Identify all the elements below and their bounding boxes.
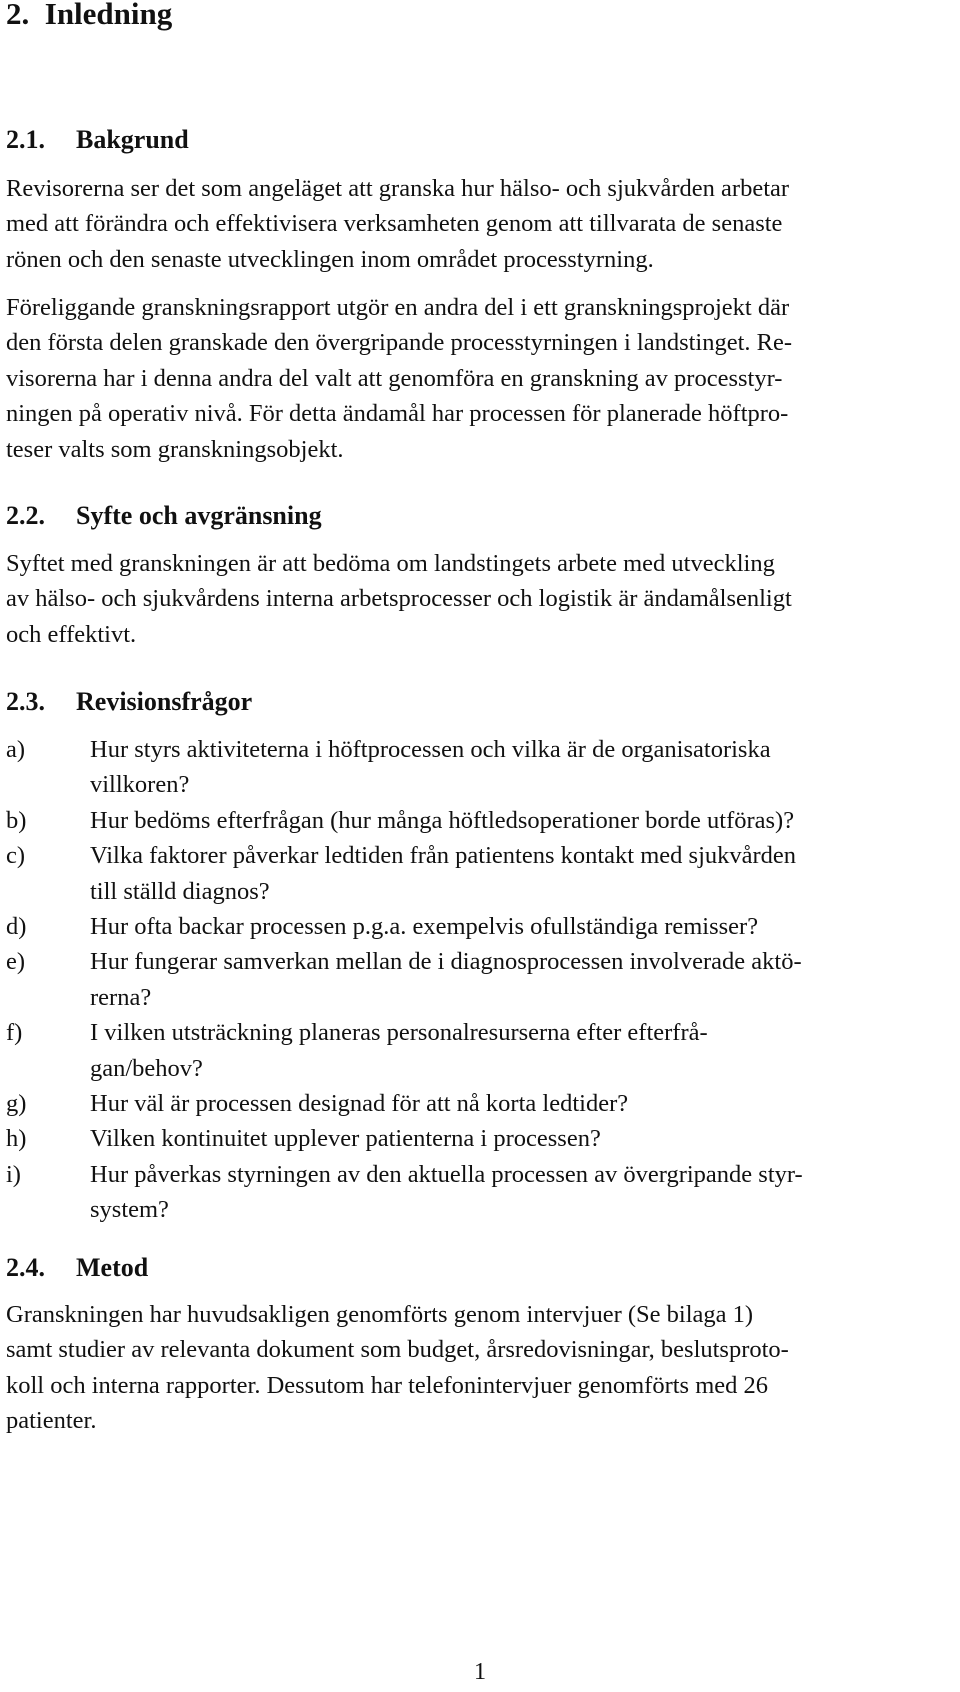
section-heading-bakgrund bbox=[6, 124, 189, 156]
list-item-label: f) bbox=[6, 1019, 23, 1047]
text-line: och effektivt. bbox=[6, 620, 137, 648]
list-item-text: Hur påverkas styrningen av den aktuella processen av övergripande styr- bbox=[90, 1160, 803, 1188]
section-number: 2.4. bbox=[6, 1253, 45, 1282]
list-item bbox=[6, 1121, 956, 1156]
list-item-label: h) bbox=[6, 1125, 27, 1153]
list-item-text: Hur ofta backar processen p.g.a. exempelvis ofullständiga remisser? bbox=[90, 913, 759, 941]
chapter-heading bbox=[6, 0, 172, 34]
text-line: samt studier av relevanta dokument som budget, årsredovisningar, beslutsproto- bbox=[6, 1336, 789, 1364]
list-item-text: till ställd diagnos? bbox=[90, 877, 270, 905]
list-item bbox=[6, 909, 956, 944]
list-item-text: I vilken utsträckning planeras personalresurserna efter efterfrå- bbox=[90, 1019, 708, 1047]
section-number: 2.2. bbox=[6, 501, 45, 530]
section-number: 2.1. bbox=[6, 125, 45, 154]
text-line: med att förändra och effektivisera verksamheten genom att tillvarata de senaste bbox=[6, 210, 783, 238]
list-item bbox=[6, 1086, 956, 1121]
text-line: Revisorerna ser det som angeläget att granska hur hälso- och sjukvården arbetar bbox=[6, 175, 790, 202]
text-line: rönen och den senaste utvecklingen inom området processtyrning. bbox=[6, 245, 654, 273]
text-line: av hälso- och sjukvårdens interna arbetsprocesser och logistik är ändamålsenligt bbox=[6, 585, 792, 613]
section-heading-syfte bbox=[6, 500, 322, 532]
section-title: Bakgrund bbox=[76, 125, 189, 154]
section-title: Revisionsfrågor bbox=[76, 687, 253, 716]
list-item-text: Hur bedöms efterfrågan (hur många höftledsoperationer borde utföras)? bbox=[90, 806, 795, 834]
text-line: teser valts som granskningsobjekt. bbox=[6, 435, 344, 463]
list-item-text: Hur fungerar samverkan mellan de i diagnosprocessen involverade aktö- bbox=[90, 948, 802, 976]
paragraph-bakgrund-2 bbox=[6, 290, 956, 467]
paragraph-bakgrund-1 bbox=[6, 171, 956, 277]
section-heading-revisionsfragor bbox=[6, 686, 252, 718]
list-item bbox=[6, 944, 956, 1015]
list-item-text: Vilka faktorer påverkar ledtiden från patientens kontakt med sjukvården bbox=[90, 842, 797, 870]
list-item-label: e) bbox=[6, 948, 26, 976]
list-item-label: d) bbox=[6, 913, 27, 941]
text-line: Granskningen har huvudsakligen genomförts genom intervjuer (Se bilaga 1) bbox=[6, 1301, 754, 1328]
chapter-title: Inledning bbox=[44, 0, 173, 31]
text-line: Föreliggande granskningsrapport utgör en andra del i ett granskningsprojekt där bbox=[6, 294, 790, 321]
paragraph-metod bbox=[6, 1297, 956, 1439]
text-line: koll och interna rapporter. Dessutom har telefonintervjuer genomförts med 26 bbox=[6, 1371, 769, 1399]
paragraph-syfte bbox=[6, 546, 956, 652]
list-item bbox=[6, 1015, 956, 1086]
text-line: ningen på operativ nivå. För detta ändamål har processen för planerade höftpro- bbox=[6, 400, 789, 428]
list-item-label: b) bbox=[6, 806, 27, 834]
list-item-label: i) bbox=[6, 1160, 21, 1188]
chapter-number: 2. bbox=[6, 0, 30, 31]
list-item-text: Hur styrs aktiviteterna i höftprocessen och vilka är de organisatoriska bbox=[90, 736, 771, 763]
list-item-text: rerna? bbox=[90, 983, 152, 1011]
list-item-label: g) bbox=[6, 1090, 27, 1118]
list-item-text: villkoren? bbox=[90, 771, 190, 799]
list-item-label: a) bbox=[6, 736, 26, 763]
text-line: den första delen granskade den övergripande processtyrningen i landstinget. Re- bbox=[6, 329, 793, 357]
section-title: Syfte och avgränsning bbox=[76, 501, 322, 530]
list-item-text: Vilken kontinuitet upplever patienterna i processen? bbox=[90, 1125, 601, 1153]
text-line: Syftet med granskningen är att bedöma om landstingets arbete med utveckling bbox=[6, 550, 775, 577]
page-number: 1 bbox=[473, 1658, 487, 1685]
section-number: 2.3. bbox=[6, 687, 45, 716]
list-item-text: gan/behov? bbox=[90, 1054, 203, 1082]
text-line: visorerna har i denna andra del valt att genomföra en granskning av processtyr- bbox=[6, 364, 783, 392]
text-line: patienter. bbox=[6, 1407, 97, 1435]
list-item-text: Hur väl är processen designad för att nå korta ledtider? bbox=[90, 1090, 629, 1118]
list-item bbox=[6, 838, 956, 909]
section-heading-metod bbox=[6, 1252, 148, 1284]
list-item bbox=[6, 803, 956, 838]
list-item-label: c) bbox=[6, 842, 26, 870]
list-item-text: system? bbox=[90, 1196, 169, 1224]
question-list bbox=[6, 732, 956, 1228]
list-item bbox=[6, 732, 956, 803]
list-item bbox=[6, 1157, 956, 1228]
section-title: Metod bbox=[76, 1253, 149, 1282]
